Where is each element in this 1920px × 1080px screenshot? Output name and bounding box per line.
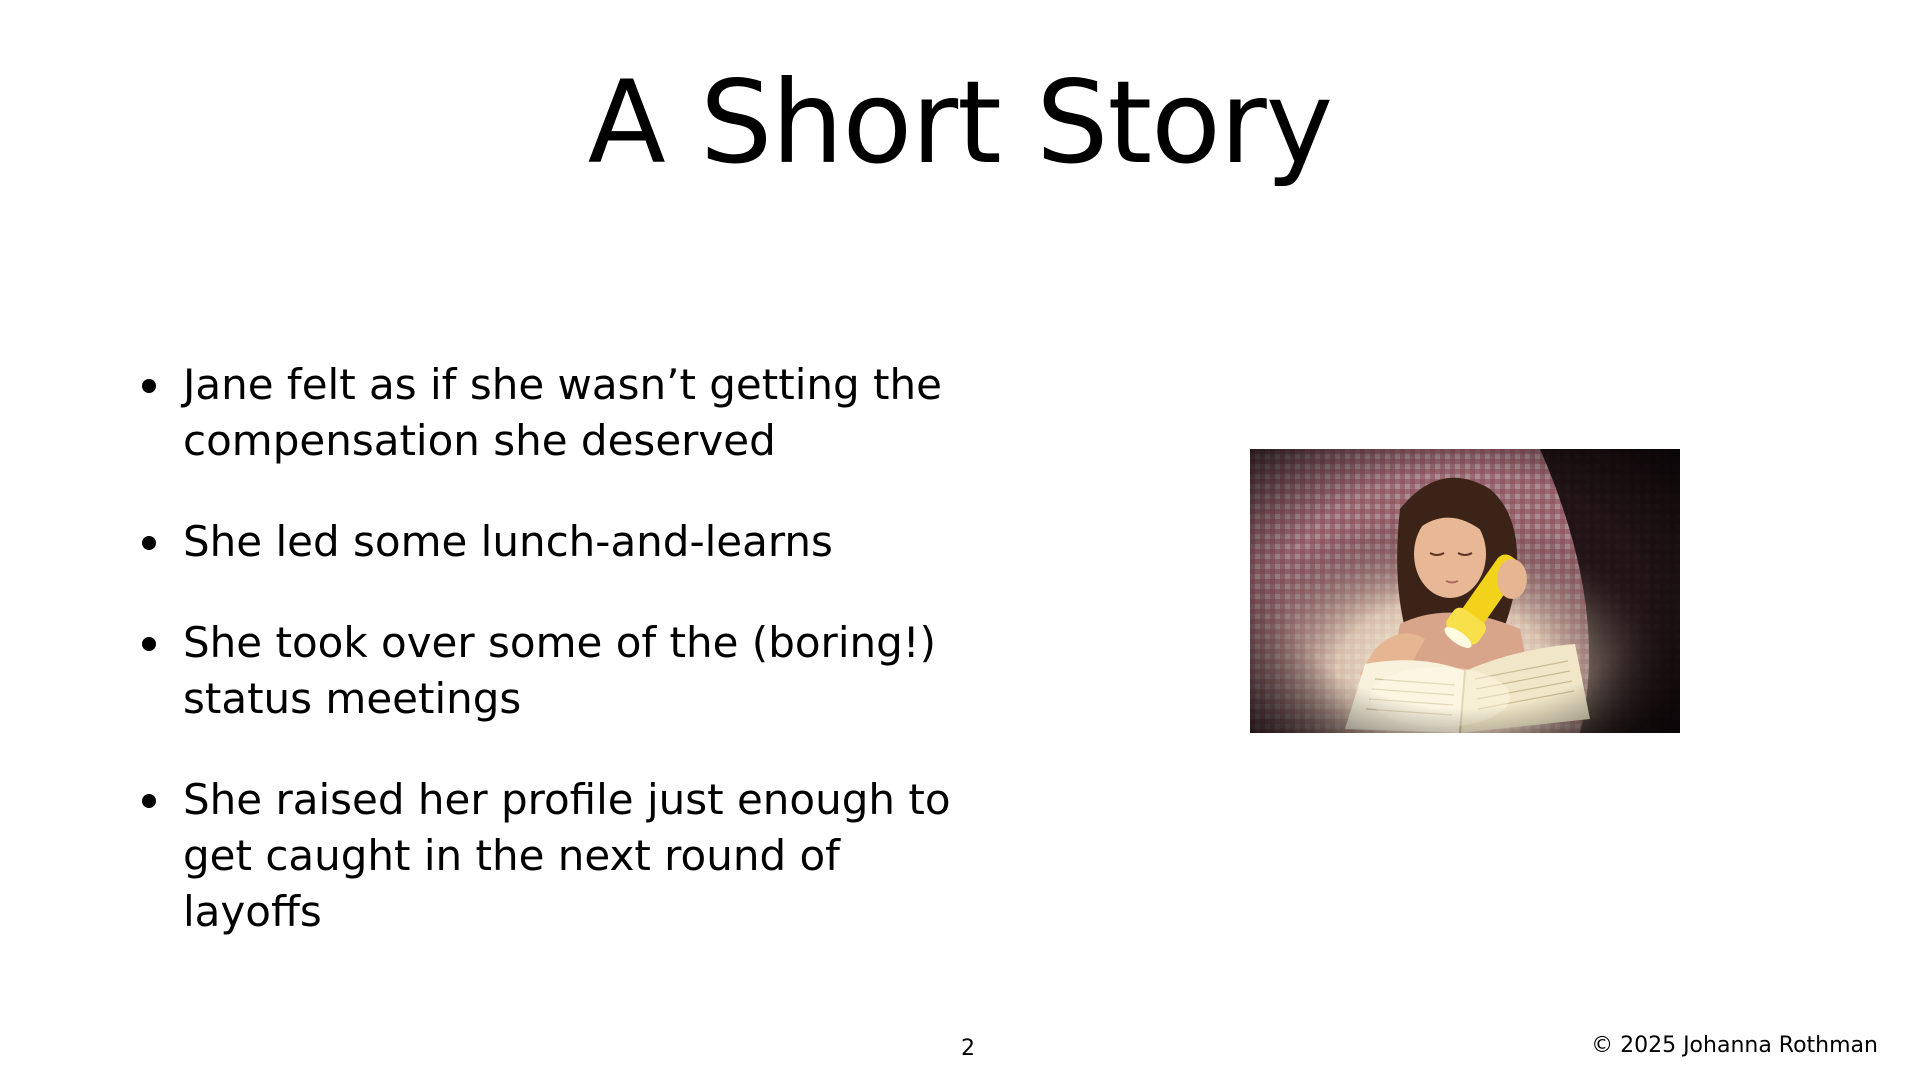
girl-reading-flashlight-illustration	[1250, 449, 1680, 733]
bullet-item	[138, 357, 978, 469]
bullet-dot-icon	[142, 794, 156, 808]
bullet-text: She took over some of the (boring!) status meetings	[183, 618, 936, 723]
bullet-dot-icon	[142, 637, 156, 651]
bullet-list	[138, 357, 978, 985]
bullet-dot-icon	[142, 536, 156, 550]
copyright-notice: © 2025 Johanna Rothman	[1591, 1033, 1878, 1058]
page-number: 2	[961, 1036, 975, 1061]
bullet-item	[138, 772, 978, 940]
bullet-text: She led some lunch-and-learns	[183, 517, 833, 566]
story-photo	[1250, 449, 1680, 733]
bullet-dot-icon	[142, 379, 156, 393]
slide-title: A Short Story	[587, 56, 1333, 189]
bullet-item	[138, 514, 978, 570]
bullet-text: Jane felt as if she wasn’t getting the compensation she deserved	[183, 360, 942, 465]
bullet-text: She raised her profile just enough to get caught in the next round of layoffs	[183, 775, 951, 936]
bullet-item	[138, 615, 978, 727]
